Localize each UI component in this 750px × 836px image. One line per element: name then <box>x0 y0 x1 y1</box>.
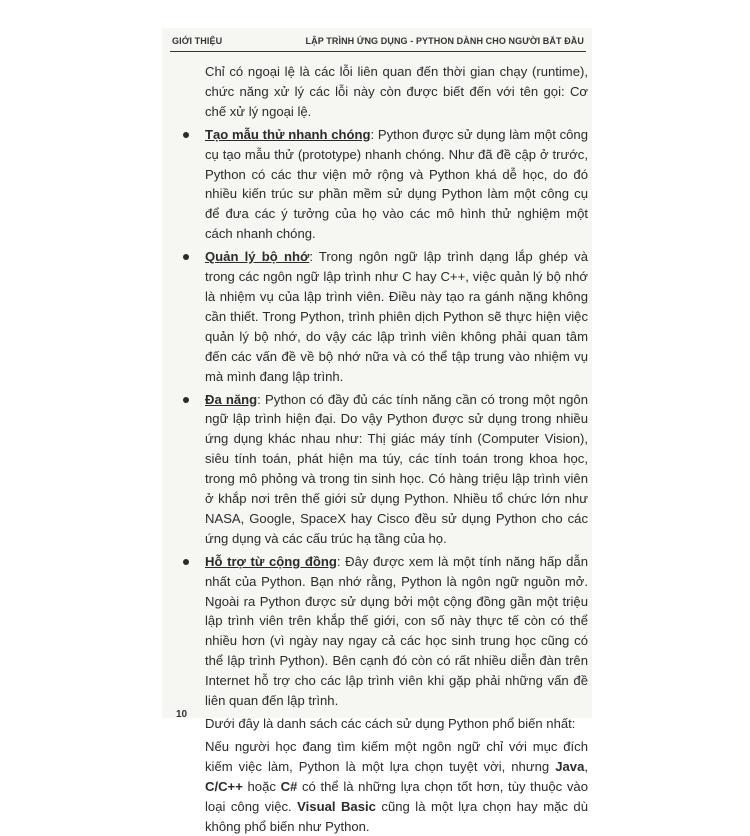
bullet-text: : Python có đầy đủ các tính năng cần có trong một ngôn ngữ lập trình hiện đại. Do vậy Python được sử dụng trong nhiều ứng dụng khác nhau như: Thị giác máy tính (Computer Vision), siêu tính toán, phát hiện ma túy, các tính toán trong khoa học, trong mô phỏng và trong tin sinh học. Có hàng triệu lập trình viên ở khắp nơi trên thế giới sử dụng Python. Nhiều tổ chức lớn như NASA, Google, SpaceX hay Cisco đều sử dụng Python cho các ứng dụng và các cấu trúc hạ tầng của họ. <box>205 391 588 546</box>
header-book-title: LẬP TRÌNH ỨNG DỤNG - PYTHON DÀNH CHO NGƯỜI BẮT ĐẦU <box>305 36 584 46</box>
lang-cpp: C/C++ <box>205 778 243 794</box>
bullet-title: Hỗ trợ từ cộng đồng <box>205 553 337 569</box>
bullet-item <box>178 390 588 549</box>
bullet-title: Đa năng <box>205 391 258 407</box>
bullet-paragraph <box>205 247 588 386</box>
bullet-text: : Trong ngôn ngữ lập trình dạng lắp ghép và trong các ngôn ngữ lập trình như C hay C++, việc quản lý bộ nhớ là nhiệm vụ của lập trình viên. Điều này tạo ra gánh nặng không cần thiết. Trong Python, trình phiên dịch Python sẽ thực hiện việc quản lý bộ nhớ, do vậy các lập trình viên không phải quan tâm đến các vấn đề về bộ nhớ nữa và có thể tập trung vào nhiệm vụ mà mình đang lập trình. <box>205 249 588 384</box>
career-sep-2: hoặc <box>242 778 281 794</box>
career-text-3: cũng là một lựa chọn hay mặc dù không phổ biến như Python. <box>205 798 588 834</box>
lang-java: Java <box>555 758 585 774</box>
running-header <box>172 36 584 46</box>
bullet-title: Tạo mẫu thử nhanh chóng <box>205 126 371 142</box>
lang-csharp: C# <box>280 778 298 794</box>
career-paragraph <box>178 737 588 836</box>
bullet-item <box>178 552 588 711</box>
page-body <box>178 62 588 836</box>
bullet-item <box>178 247 588 386</box>
bullet-text: : Đây được xem là một tính năng hấp dẫn nhất của Python. Bạn nhớ rằng, Python là ngôn ngữ nguồn mở. Ngoài ra Python được sử dụng bởi một cộng đồng gần một triệu lập trình viên trên khắp thế giới, con số này thực tế còn có thể nhiều hơn (vì ngày nay ngay cả các học sinh trung học cũng có thể lập trình Python). Bên cạnh đó còn có rất nhiều diễn đàn trên Internet hỗ trợ cho các lập trình viên khi gặp phải những vấn đề liên quan đến lập trình. <box>205 553 588 709</box>
intro-paragraph: Chỉ có ngoại lệ là các lỗi liên quan đến thời gian chạy (runtime), chức năng xử lý các lỗi này còn được biết đến với tên gọi: Cơ chế xử lý ngoại lệ. <box>205 64 588 119</box>
career-text-1: Nếu người học đang tìm kiếm một ngôn ngữ chỉ với mục đích kiếm việc làm, Python là một lựa chọn tuyệt vời, nhưng <box>205 738 588 774</box>
bullet-paragraph <box>205 390 588 549</box>
header-divider <box>170 51 586 52</box>
bullet-paragraph <box>205 552 588 711</box>
bullet-title: Quản lý bộ nhớ <box>205 249 310 265</box>
header-section-title: GIỚI THIỆU <box>172 36 223 46</box>
career-text-2: có thể là những lựa chọn tốt hơn, tùy thuộc vào loại công việc. <box>205 778 588 814</box>
bullet-text: : Python được sử dụng làm một công cụ tạo mẫu thử (prototype) nhanh chóng. Như đã đề cập ở trước, Python có các thư viện mở rộng và Python khá dễ học, do đó nhiều kiến trúc sư phần mềm sử dụng Python làm một công cụ để đưa các ý tưởng của họ vào các mô hình thử nghiệm một cách nhanh chóng. <box>205 126 588 242</box>
bullet-item <box>178 125 588 244</box>
page-number: 10 <box>176 709 188 720</box>
usage-list-intro: Dưới đây là danh sách các cách sử dụng Python phổ biến nhất: <box>205 716 576 731</box>
lang-visual-basic: Visual Basic <box>297 798 376 814</box>
bullet-dot-icon <box>183 559 189 565</box>
bullet-dot-icon <box>183 254 189 260</box>
career-sep-1: , <box>584 758 588 774</box>
bullet-dot-icon <box>183 397 189 403</box>
bullet-paragraph <box>205 125 588 244</box>
bullet-dot-icon <box>183 132 189 138</box>
